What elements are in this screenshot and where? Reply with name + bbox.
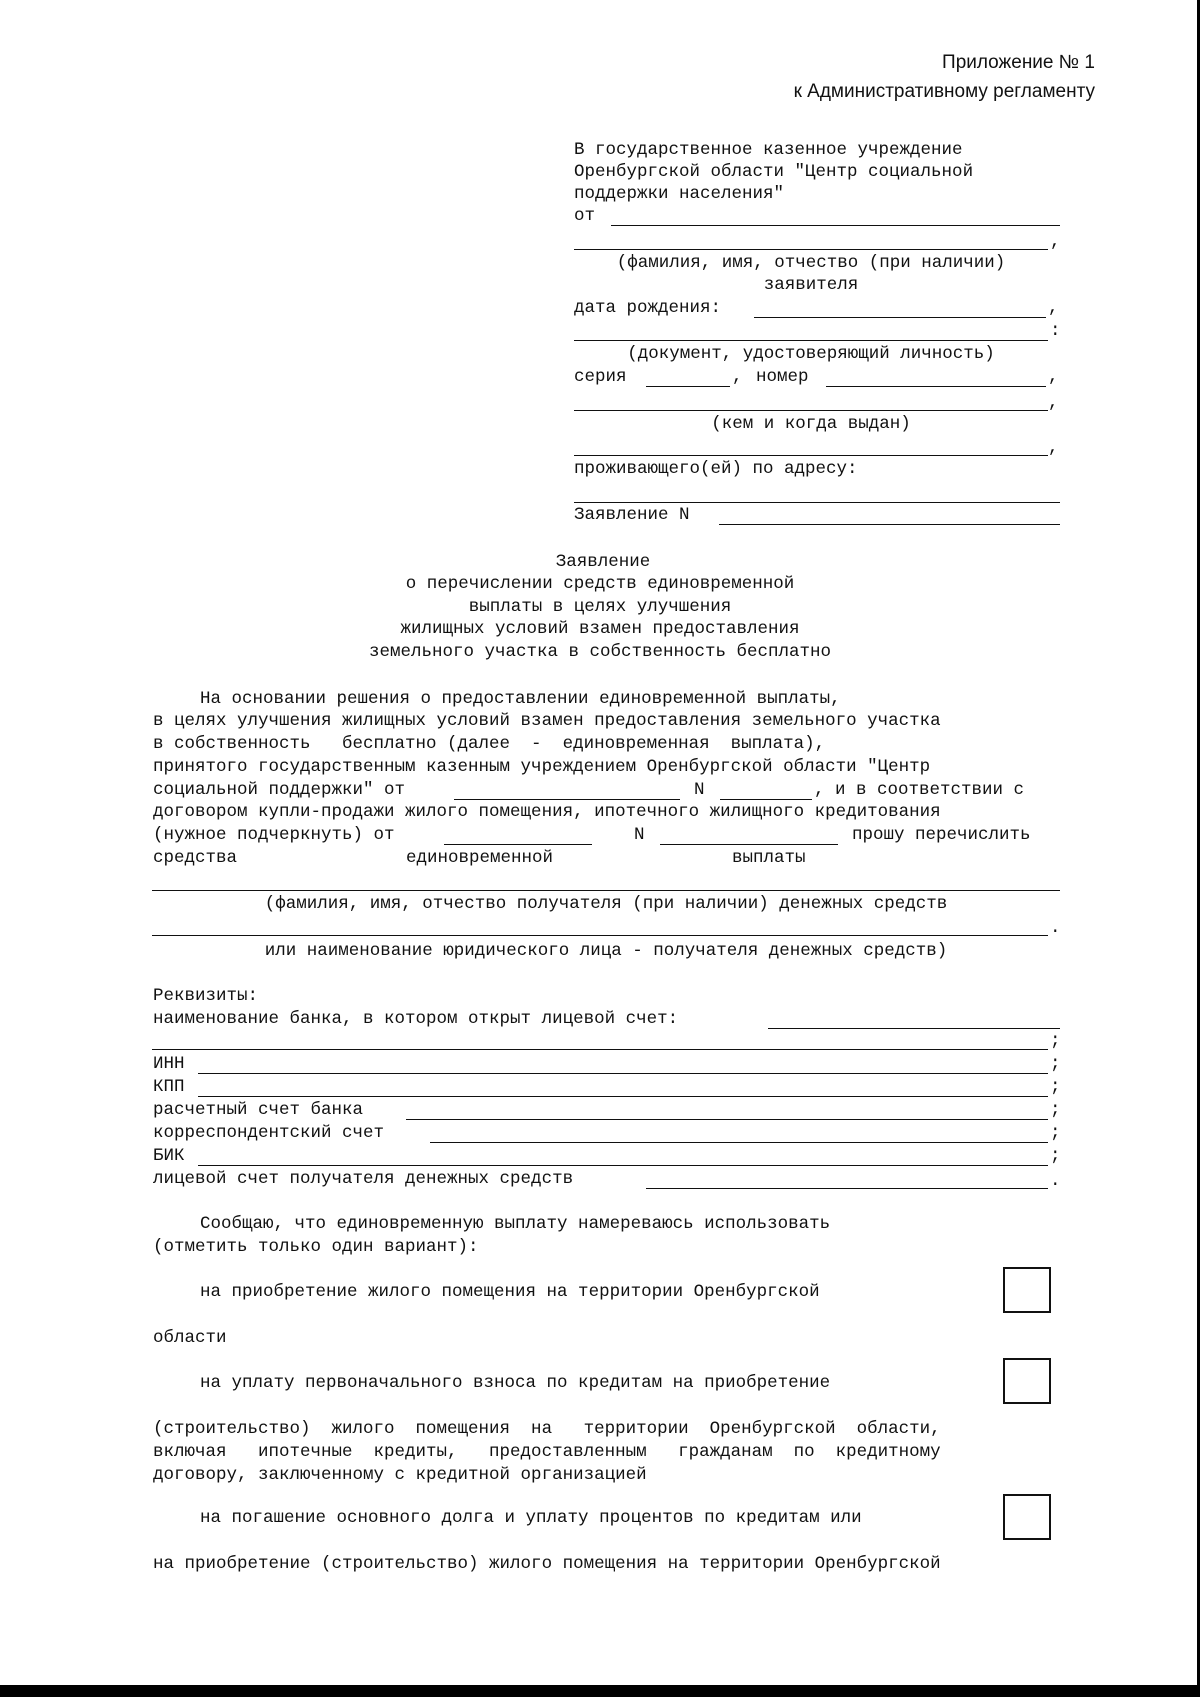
- semicolon: ;: [1050, 1123, 1061, 1143]
- comma: ,: [1048, 438, 1059, 458]
- body-line4: принятого государственным казенным учреждением Оренбургской области "Центр: [153, 757, 931, 777]
- issued-by-field-2[interactable]: [574, 455, 1048, 456]
- period: .: [1050, 918, 1061, 938]
- settlement-account-field[interactable]: [406, 1119, 1048, 1120]
- bank-name-field-2[interactable]: [152, 1049, 1048, 1050]
- appendix-title: Приложение № 1: [942, 52, 1095, 73]
- body-line6: договором купли-продажи жилого помещения, ипотечного жилищного кредитования: [153, 802, 941, 822]
- option3-text: на погашение основного долга и уплату процентов по кредитам или: [200, 1508, 862, 1528]
- series-field[interactable]: [646, 386, 730, 387]
- recipient-name-field[interactable]: [152, 890, 1060, 891]
- body-line5-end: , и в соответствии с: [814, 780, 1025, 800]
- settlement-account-label: расчетный счет банка: [153, 1100, 364, 1120]
- period: .: [1050, 1171, 1061, 1191]
- semicolon: ;: [1050, 1146, 1061, 1166]
- recipient-hint: (фамилия, имя, отчество получателя (при наличии) денежных средств: [264, 894, 948, 914]
- option1-checkbox[interactable]: [1003, 1267, 1051, 1313]
- addressee-line3: поддержки населения": [574, 184, 785, 204]
- bik-label: БИК: [153, 1146, 185, 1166]
- body-line7-end: прошу перечислить: [852, 825, 1031, 845]
- inn-label: ИНН: [153, 1054, 185, 1074]
- form-title: Заявление: [555, 552, 651, 572]
- semicolon: ;: [1050, 1100, 1061, 1120]
- decision-date-field[interactable]: [454, 799, 680, 800]
- kpp-field[interactable]: [198, 1096, 1048, 1097]
- addressee-line2: Оренбургской области "Центр социальной: [574, 162, 974, 182]
- application-number-field[interactable]: [719, 524, 1060, 525]
- birth-date-label: дата рождения:: [574, 298, 722, 318]
- body-line5-start: социальной поддержки" от: [153, 780, 406, 800]
- name-hint-2: заявителя: [763, 275, 859, 295]
- option1-text: на приобретение жилого помещения на территории Оренбургской: [200, 1282, 820, 1302]
- addressee-line1: В государственное казенное учреждение: [574, 140, 963, 160]
- usage-intro: Сообщаю, что единовременную выплату намереваюсь использовать: [200, 1214, 831, 1234]
- address-label: проживающего(ей) по адресу:: [574, 459, 858, 479]
- form-title-line3: выплаты в целях улучшения: [468, 597, 732, 617]
- option2-text: на уплату первоначального взноса по кредитам на приобретение: [200, 1373, 831, 1393]
- bank-name-label: наименование банка, в котором открыт лицевой счет:: [153, 1009, 679, 1029]
- option1-text-2: области: [153, 1328, 227, 1348]
- applicant-name-field[interactable]: [611, 225, 1060, 226]
- comma: ,: [1050, 232, 1061, 252]
- kpp-label: КПП: [153, 1077, 185, 1097]
- personal-account-label: лицевой счет получателя денежных средств: [153, 1169, 574, 1189]
- form-title-line5: земельного участка в собственность бесплатно: [368, 642, 832, 662]
- comma: ,: [1048, 298, 1059, 318]
- body-line8-c: выплаты: [732, 848, 806, 868]
- applicant-name-field-2[interactable]: [574, 249, 1048, 250]
- personal-account-field[interactable]: [646, 1188, 1048, 1189]
- bik-field[interactable]: [198, 1165, 1048, 1166]
- recipient-org-field[interactable]: [152, 935, 1048, 936]
- body-line7-start: (нужное подчеркнуть) от: [153, 825, 395, 845]
- decision-number-field[interactable]: [720, 799, 812, 800]
- decision-number-label: N: [694, 780, 705, 800]
- inn-field[interactable]: [198, 1073, 1048, 1074]
- usage-intro-2: (отметить только один вариант):: [153, 1237, 479, 1257]
- semicolon: ;: [1050, 1077, 1061, 1097]
- body-line2: в целях улучшения жилищных условий взамен предоставления земельного участка: [153, 711, 941, 731]
- issued-hint: (кем и когда выдан): [711, 414, 911, 434]
- option3-checkbox[interactable]: [1003, 1494, 1051, 1540]
- address-field[interactable]: [574, 502, 1060, 503]
- corr-account-field[interactable]: [430, 1142, 1048, 1143]
- application-number-label: Заявление N: [574, 505, 690, 525]
- name-hint: (фамилия, имя, отчество (при наличии): [616, 253, 1006, 273]
- comma: ,: [1048, 367, 1059, 387]
- page-border-bottom: [0, 1685, 1200, 1697]
- contract-number-field[interactable]: [660, 844, 838, 845]
- birth-date-field[interactable]: [754, 317, 1046, 318]
- semicolon: ;: [1050, 1054, 1061, 1074]
- colon: :: [1050, 321, 1061, 341]
- body-line8-b: единовременной: [406, 848, 554, 868]
- comma: ,: [1048, 393, 1059, 413]
- comma: ,: [732, 367, 743, 387]
- form-title-line2: о перечислении средств единовременной: [405, 574, 795, 594]
- id-document-field[interactable]: [574, 340, 1048, 341]
- body-line8-a: средства: [153, 848, 238, 868]
- number-label: номер: [756, 367, 809, 387]
- corr-account-label: корреспондентский счет: [153, 1123, 385, 1143]
- series-label: серия: [574, 367, 627, 387]
- number-field[interactable]: [826, 386, 1046, 387]
- option2-text-4: договору, заключенному с кредитной организацией: [153, 1465, 647, 1485]
- doc-hint: (документ, удостоверяющий личность): [627, 344, 995, 364]
- requisites-title: Реквизиты:: [153, 986, 259, 1006]
- appendix-subtitle: к Административному регламенту: [793, 81, 1095, 102]
- bank-name-field[interactable]: [768, 1028, 1060, 1029]
- body-line3: в собственность бесплатно (далее - единовременная выплата),: [153, 734, 826, 754]
- contract-date-field[interactable]: [444, 844, 592, 845]
- body-line1: На основании решения о предоставлении единовременной выплаты,: [200, 689, 841, 709]
- issued-by-field[interactable]: [574, 410, 1048, 411]
- form-title-line4: жилищных условий взамен предоставления: [400, 619, 800, 639]
- option2-text-2: (строительство) жилого помещения на территории Оренбургской области,: [153, 1419, 941, 1439]
- option3-text-2: на приобретение (строительство) жилого помещения на территории Оренбургской: [153, 1554, 941, 1574]
- semicolon: ;: [1050, 1031, 1061, 1051]
- option2-text-3: включая ипотечные кредиты, предоставленным гражданам по кредитному: [153, 1442, 941, 1462]
- from-label: от: [574, 206, 596, 226]
- option2-checkbox[interactable]: [1003, 1358, 1051, 1404]
- recipient-hint-2: или наименование юридического лица - получателя денежных средств): [264, 941, 948, 961]
- contract-number-label: N: [634, 825, 645, 845]
